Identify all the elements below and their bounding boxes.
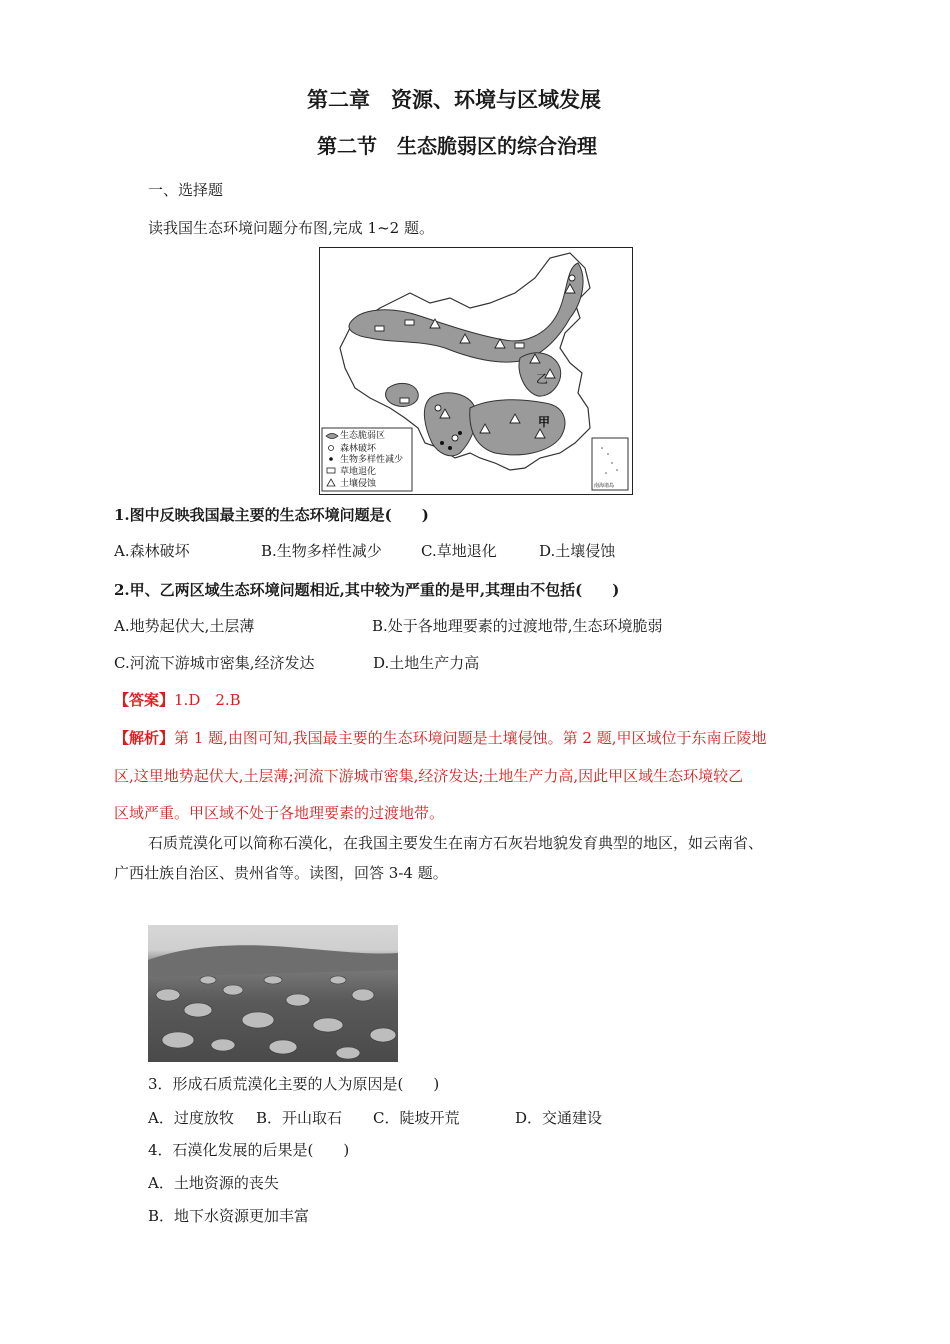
part-heading: 一、选择题	[148, 181, 224, 199]
chapter-title: 第二章 资源、环境与区域发展	[307, 88, 601, 112]
q1-option-a: A.森林破坏	[114, 542, 190, 560]
q2-option-d: D.土地生产力高	[373, 654, 480, 672]
circle-icon	[569, 275, 575, 281]
intro-text-2-line-1: 石质荒漠化可以简称石漠化，在我国主要发生在南方石灰岩地貌发育典型的地区，如云南省、	[148, 834, 764, 852]
legend-label-0: 生态脆弱区	[340, 431, 386, 441]
legend-label-2: 生物多样性减少	[340, 455, 404, 465]
intro-text-2-line-2: 广西壮族自治区、贵州省等。读图，回答 3-4 题。	[114, 864, 448, 882]
region-label-yi: 乙	[536, 372, 549, 386]
analysis-text-1: 第 1 题,由图可知,我国最主要的生态环境问题是土壤侵蚀。第 2 题,甲区域位于东南丘陵地	[174, 729, 767, 747]
answer-text: 1.D 2.B	[174, 691, 241, 709]
legend-label-1: 森林破坏	[340, 444, 377, 454]
q3-option-b: B．开山取石	[256, 1109, 343, 1127]
rectangle-icon	[405, 320, 414, 325]
section-title: 第二节 生态脆弱区的综合治理	[317, 134, 597, 158]
answer-line	[114, 690, 241, 710]
dot-icon	[329, 457, 333, 461]
analysis-line-1	[114, 728, 766, 748]
analysis-label: 【解析】	[114, 729, 175, 747]
q4-stem: 4．石漠化发展的后果是( )	[148, 1141, 350, 1159]
map-svg	[320, 248, 632, 494]
circle-icon	[452, 435, 458, 441]
legend-label-4: 土壤侵蚀	[340, 479, 377, 489]
rectangle-icon	[375, 326, 384, 331]
q1-option-c: C.草地退化	[421, 542, 497, 560]
q2-stem: 2.甲、乙两区域生态环境问题相近,其中较为严重的是甲,其理由不包括( )	[114, 581, 620, 599]
china-eco-problem-map	[319, 247, 633, 495]
circle-icon	[329, 446, 334, 451]
legend-label-3: 草地退化	[340, 467, 377, 477]
q4-option-b: B．地下水资源更加丰富	[148, 1207, 310, 1225]
q1-option-b: B.生物多样性减少	[261, 542, 382, 560]
q2-option-c: C.河流下游城市密集,经济发达	[114, 654, 315, 672]
photo-svg	[148, 925, 398, 1062]
dot-icon	[448, 446, 452, 450]
q1-stem: 1.图中反映我国最主要的生态环境问题是( )	[114, 506, 429, 524]
analysis-line-3: 区域严重。甲区域不处于各地理要素的过渡地带。	[114, 804, 445, 822]
q2-option-b: B.处于各地理要素的过渡地带,生态环境脆弱	[372, 617, 663, 635]
circle-icon	[435, 405, 441, 411]
q3-option-a: A．过度放牧	[148, 1109, 234, 1127]
intro-text-1: 读我国生态环境问题分布图,完成 1~2 题。	[148, 219, 434, 237]
q3-option-d: D．交通建设	[515, 1109, 603, 1127]
q2-option-a: A.地势起伏大,土层薄	[114, 617, 255, 635]
q1-option-d: D.土壤侵蚀	[539, 542, 616, 560]
q3-option-c: C．陡坡开荒	[373, 1109, 460, 1127]
analysis-line-2: 区,这里地势起伏大,土层薄;河流下游城市密集,经济发达;土地生产力高,因此甲区域生态环境较乙	[114, 767, 744, 785]
inset-label: 南海诸岛	[594, 483, 615, 489]
q4-option-a: A．土地资源的丧失	[148, 1174, 279, 1192]
rectangle-icon	[400, 398, 409, 403]
answer-label: 【答案】	[114, 691, 175, 709]
q3-stem: 3．形成石质荒漠化主要的人为原因是( )	[148, 1075, 440, 1093]
rectangle-icon	[327, 468, 335, 473]
rocky-desertification-photo	[148, 925, 398, 1062]
region-label-jia: 甲	[538, 415, 551, 429]
dot-icon	[458, 431, 462, 435]
rectangle-icon	[515, 343, 524, 348]
dot-icon	[440, 441, 444, 445]
